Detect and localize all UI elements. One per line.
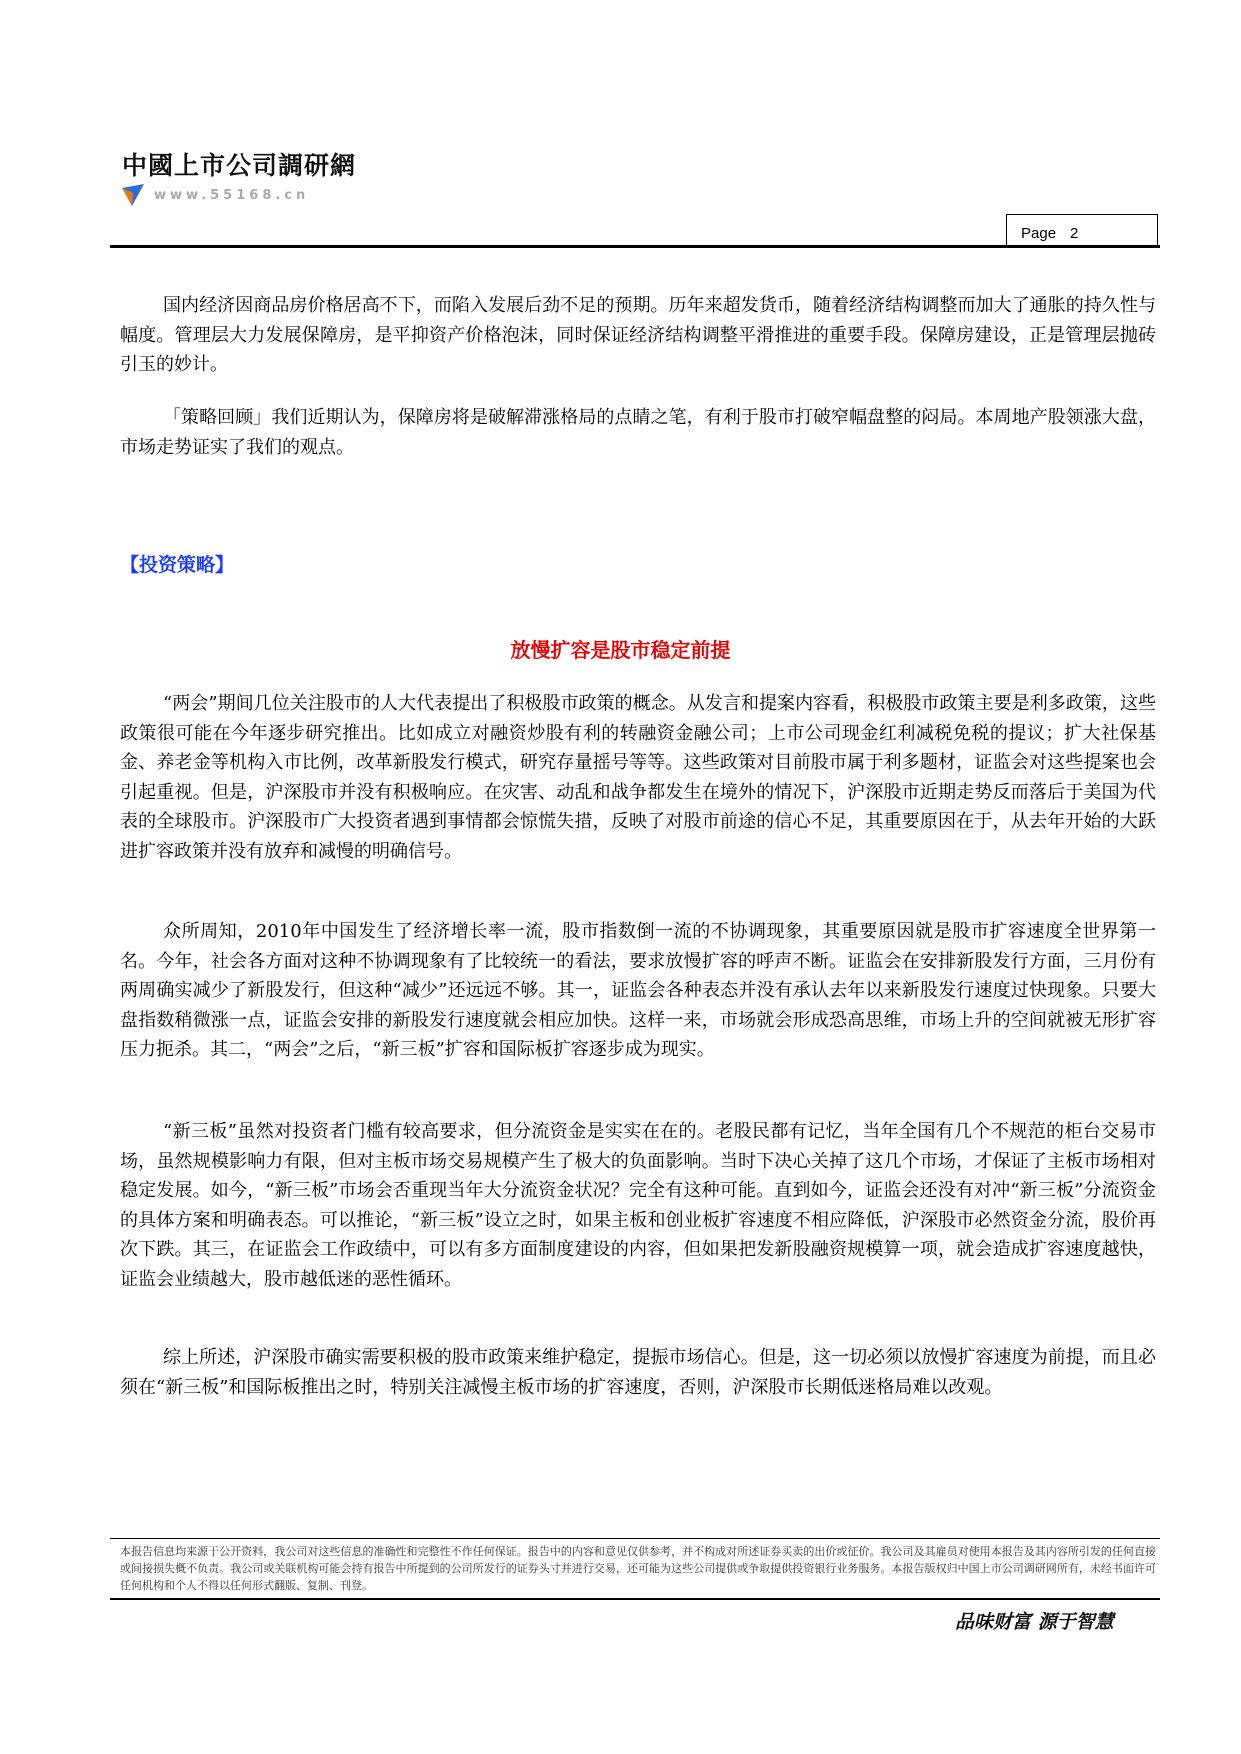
article-paragraph-4: 综上所述，沪深股市确实需要积极的股市政策来维护稳定，提振市场信心。但是，这一切必须以放慢扩容速度为前提，而且必须在“新三板”和国际板推出之时，特别关注减慢主板市场的扩容速度，否则，沪深股市长期低迷格局难以改观。 bbox=[120, 1347, 1156, 1398]
intro-paragraph-2: 「策略回顾」我们近期认为，保障房将是破解滞涨格局的点睛之笔，有利于股市打破窄幅盘整的闷局。本周地产股领涨大盘，市场走势证实了我们的观点。 bbox=[120, 407, 1156, 458]
article-paragraph-1: “两会”期间几位关注股市的人大代表提出了积极股市政策的概念。从发言和提案内容看，积极股市政策主要是利多政策，这些政策很可能在今年逐步研究推出。比如成立对融资炒股有利的转融资金融公司；上市公司现金红利减税免税的提议；扩大社保基金、养老金等机构入市比例，改革新股发行模式，研究存量摇号等等。这些政策对目前股市属于利多题材，证监会对这些提案也会引起重视。但是，沪深股市并没有积极响应。在灾害、动乱和战争都发生在境外的情况下，沪深股市近期走势反而落后于美国为代表的全球股市。沪深股市广大投资者遇到事情都会惊慌失措，反映了对股市前途的信心不足，其重要原因在于，从去年开始的大跃进扩容政策并没有放弃和减慢的明确信号。 bbox=[120, 693, 1156, 862]
footer-divider-top bbox=[110, 1538, 1160, 1539]
disclaimer-text: 本报告信息均来源于公开资料，我公司对这些信息的准确性和完整性不作任何保证。报告中的内容和意见仅供参考，并不构成对所述证券买卖的出价或征价。我公司及其雇员对使用本报告及其内容所引发的任何直接或间接损失概不负责。我公司或关联机构可能会持有报告中所提到的公司所发行的证券头寸并进行交易，还可能为这些公司提供或争取提供投资银行业务服务。本报告版权归中国上市公司调研网所有，未经书面许可任何机构和个人不得以任何形式翻版、复制、刊登。 bbox=[120, 1545, 1156, 1592]
page-label: Page bbox=[1021, 225, 1057, 242]
intro-paragraph-1: 国内经济因商品房价格居高不下，而陷入发展后劲不足的预期。历年来超发货币，随着经济结构调整而加大了通胀的持久性与幅度。管理层大力发展保障房，是平抑资产价格泡沫，同时保证经济结构调整平滑推进的重要手段。保障房建设，正是管理层抛砖引玉的妙计。 bbox=[120, 295, 1156, 375]
page-number: 2 bbox=[1070, 225, 1079, 242]
logo-url: www.55168.cn bbox=[154, 187, 310, 203]
logo-mark-icon bbox=[122, 184, 144, 206]
footer-divider-bottom bbox=[110, 1598, 1160, 1600]
header-divider bbox=[110, 245, 1160, 248]
page-indicator bbox=[1006, 214, 1158, 246]
footer-slogan: 品味财富 源于智慧 bbox=[955, 1611, 1114, 1633]
article-title: 放慢扩容是股市稳定前提 bbox=[510, 638, 731, 662]
logo-title: 中國上市公司調研網 bbox=[122, 151, 357, 180]
logo-sub bbox=[122, 184, 309, 206]
article-paragraph-3: “新三板”虽然对投资者门槛有较高要求，但分流资金是实实在在的。老股民都有记忆，当年全国有几个不规范的柜台交易市场，虽然规模影响力有限，但对主板市场交易规模产生了极大的负面影响。当时下决心关掉了这几个市场，才保证了主板市场相对稳定发展。如今，“新三板”市场会否重现当年大分流资金状况？完全有这种可能。直到如今，证监会还没有对冲“新三板”分流资金的具体方案和明确表态。可以推论，“新三板”设立之时，如果主板和创业板扩容速度不相应降低，沪深股市必然资金分流，股价再次下跌。其三，在证监会工作政绩中，可以有多方面制度建设的内容，但如果把发新股融资规模算一项，就会造成扩容速度越快，证监会业绩越大，股市越低迷的恶性循环。 bbox=[120, 1121, 1156, 1290]
article-paragraph-2: 众所周知，2010年中国发生了经济增长率一流，股市指数倒一流的不协调现象，其重要原因就是股市扩容速度全世界第一名。今年，社会各方面对这种不协调现象有了比较统一的看法，要求放慢扩容的呼声不断。证监会在安排新股发行方面，三月份有两周确实减少了新股发行，但这种“减少”还远远不够。其一，证监会各种表态并没有承认去年以来新股发行速度过快现象。只要大盘指数稍微涨一点，证监会安排的新股发行速度就会相应加快。这样一来，市场就会形成恐高思维，市场上升的空间就被无形扩容压力扼杀。其二，“两会”之后，“新三板”扩容和国际板扩容逐步成为现实。 bbox=[120, 921, 1156, 1060]
site-logo[interactable] bbox=[122, 146, 357, 203]
section-heading: 【投资策略】 bbox=[120, 554, 235, 576]
